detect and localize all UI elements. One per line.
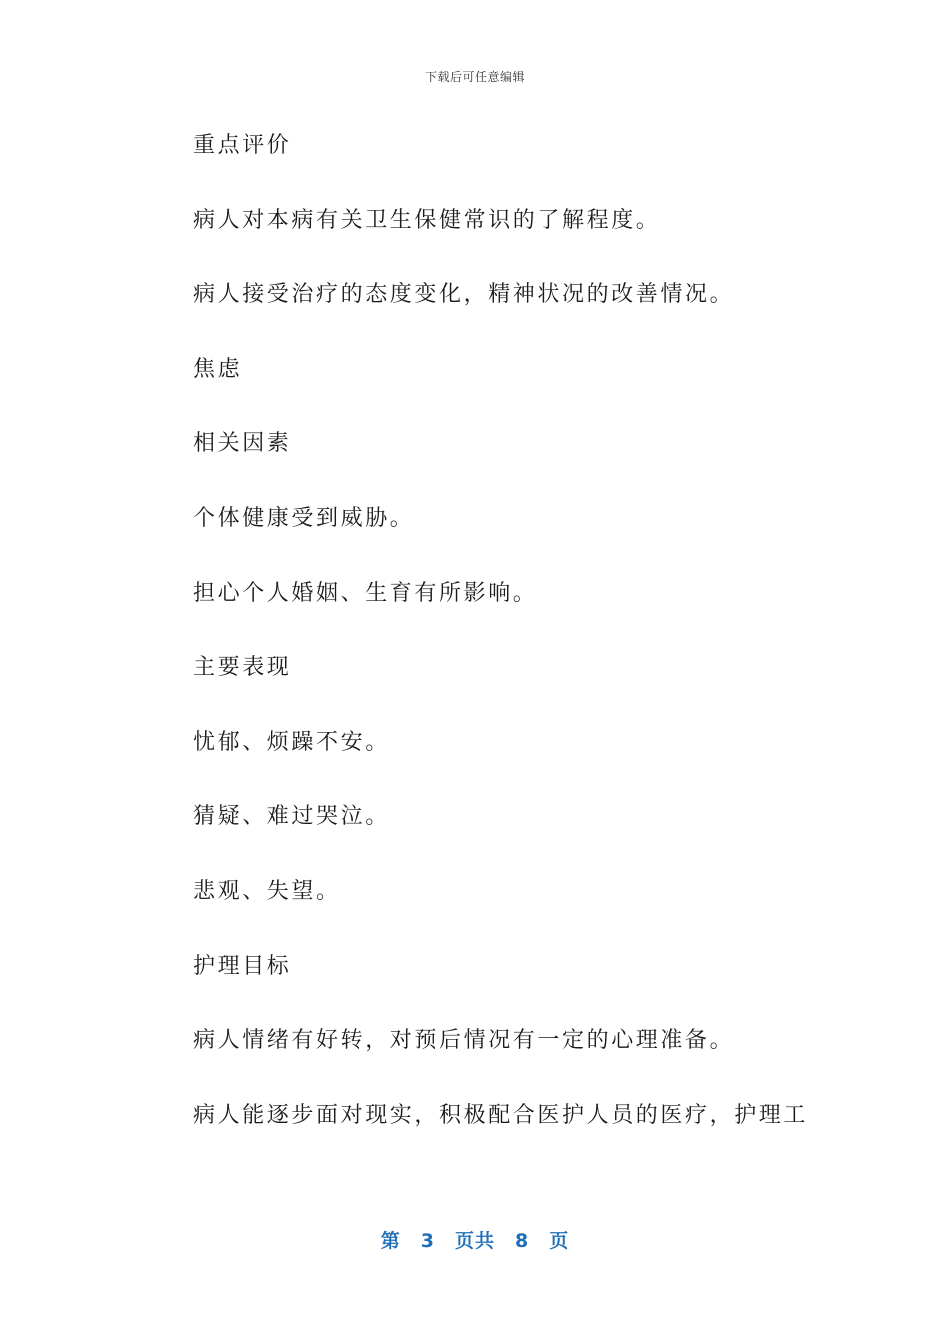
paragraph: 悲观、失望。 [193, 878, 341, 904]
section-heading: 护理目标 [193, 953, 292, 979]
page-footer [0, 1226, 950, 1253]
footer-suffix: 页 [549, 1230, 570, 1252]
paragraph: 病人情绪有好转，对预后情况有一定的心理准备。 [193, 1028, 735, 1054]
paragraph: 病人能逐步面对现实，积极配合医护人员的医疗，护理工 [193, 1102, 809, 1128]
paragraph: 病人接受治疗的态度变化，精神状况的改善情况。 [193, 282, 735, 308]
footer-middle: 页共 [454, 1230, 495, 1252]
footer-prefix: 第 [380, 1230, 401, 1252]
header-note: 下载后可任意编辑 [424, 70, 525, 84]
section-heading: 重点评价 [193, 133, 292, 158]
section-heading: 主要表现 [193, 655, 292, 681]
paragraph: 猜疑、难过哭泣。 [193, 804, 390, 830]
paragraph: 忧郁、烦躁不安。 [193, 729, 390, 755]
paragraph: 个体健康受到威胁。 [193, 505, 415, 531]
current-page-number: 3 [420, 1230, 435, 1252]
section-heading: 焦虑 [193, 356, 243, 382]
section-heading: 相关因素 [193, 431, 292, 457]
document-body [193, 127, 833, 1171]
total-pages-number: 8 [515, 1230, 530, 1252]
paragraph: 病人对本病有关卫生保健常识的了解程度。 [193, 207, 661, 233]
paragraph: 担心个人婚姻、生育有所影响。 [193, 580, 538, 606]
